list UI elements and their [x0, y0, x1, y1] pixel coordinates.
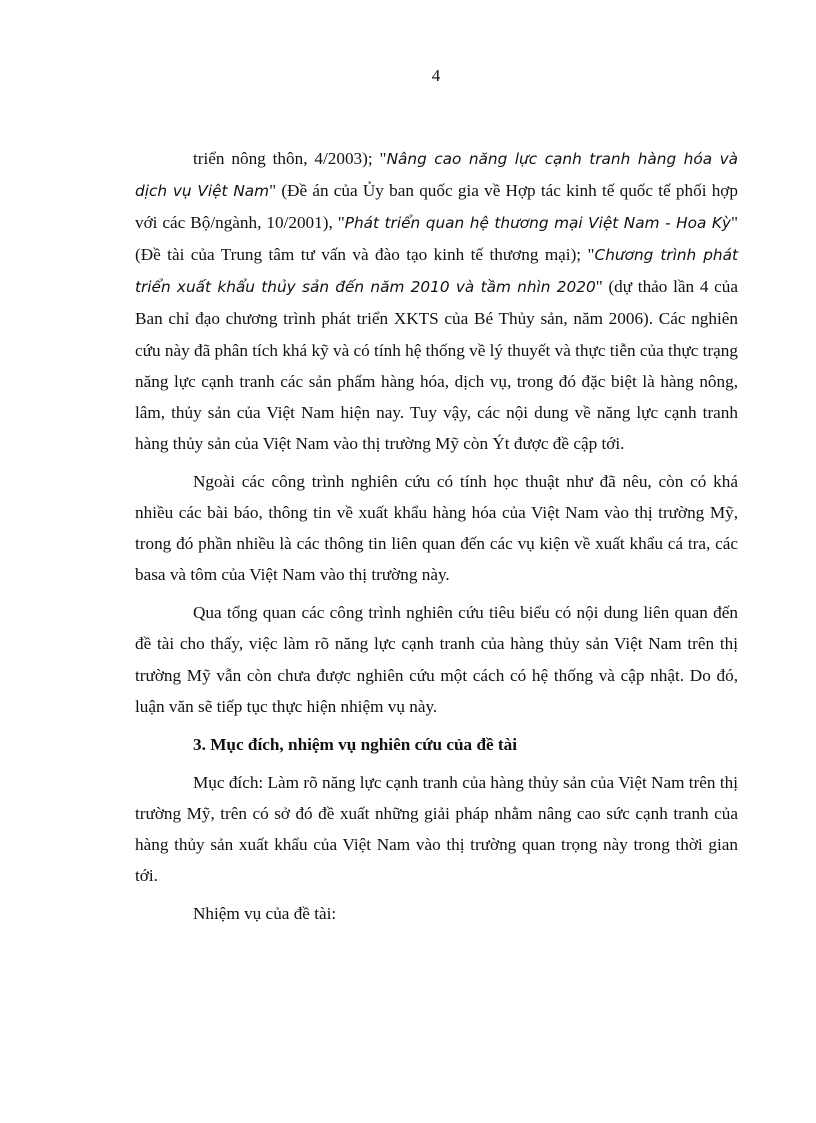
text-run: " (Đề án của Ủy ban quốc gia về Hợp tác kinh tế quốc tế phối hợp với các Bộ/ngành, 10/2001), " — [135, 181, 738, 233]
italic-title-3: Chương trình phát triển xuất khẩu thủy sản đến năm 2010 và tầm nhìn 2020 — [135, 246, 738, 297]
paragraph: Qua tổng quan các công trình nghiên cứu tiêu biểu có nội dung liên quan đến đề tài cho thấy, việc làm rõ năng lực cạnh tranh của hàng thủy sản Việt Nam trên thị trường Mỹ vẫn còn chưa được nghiên cứu một cách có hệ thống và cập nhật. Do đó, luận văn sẽ tiếp tục thực hiện nhiệm vụ này. — [135, 603, 738, 716]
italic-title-2: Phát triển quan hệ thương mại Việt Nam - Hoa Kỳ — [344, 214, 731, 233]
paragraph-continuation — [135, 143, 738, 459]
body-text — [135, 143, 738, 929]
section-heading: 3. Mục đích, nhiệm vụ nghiên cứu của đề tài — [193, 734, 518, 754]
text-run: " (dự thảo lần 4 của Ban chỉ đạo chương trình phát triển XKTS của Bé Thủy sản, năm 2006). Các nghiên cứu này đã phân tích khá kỹ và có tính hệ thống về lý thuyết và thực tiễn của thực trạng năng lực cạnh tranh các sản phẩm hàng hóa, dịch vụ, trong đó đặc biệt là hàng nông, lâm, thủy sản của Việt Nam hiện nay. Tuy vậy, các nội dung về năng lực cạnh tranh hàng thủy sản của Việt Nam vào thị trường Mỹ còn Ýt được đề cập tới. — [135, 277, 738, 453]
italic-title-1: Nâng cao năng lực cạnh tranh hàng hóa và dịch vụ Việt Nam — [135, 150, 738, 201]
paragraph: Nhiệm vụ của đề tài: — [193, 904, 337, 924]
paragraph: Ngoài các công trình nghiên cứu có tính học thuật như đã nêu, còn có khá nhiều các bài báo, thông tin về xuất khẩu hàng hóa của Việt Nam vào thị trường Mỹ, trong đó phần nhiều là các thông tin liên quan đến các vụ kiện về xuất khẩu cá tra, các basa và tôm của Việt Nam vào thị trường này. — [135, 471, 738, 585]
text-run: triển nông thôn, 4/2003); " — [193, 149, 387, 168]
text-run: " (Đề tài của Trung tâm tư vấn và đào tạo kinh tế thương mại); " — [135, 213, 738, 265]
page-number: 4 — [431, 66, 441, 85]
paragraph: Mục đích: Làm rõ năng lực cạnh tranh của hàng thủy sản của Việt Nam trên thị trường Mỹ, trên có sở đó đề xuất những giải pháp nhằm nâng cao sức cạnh tranh của hàng thủy sản xuất khẩu của Việt Nam vào thị trường quan trọng này trong thời gian tới. — [135, 772, 738, 886]
